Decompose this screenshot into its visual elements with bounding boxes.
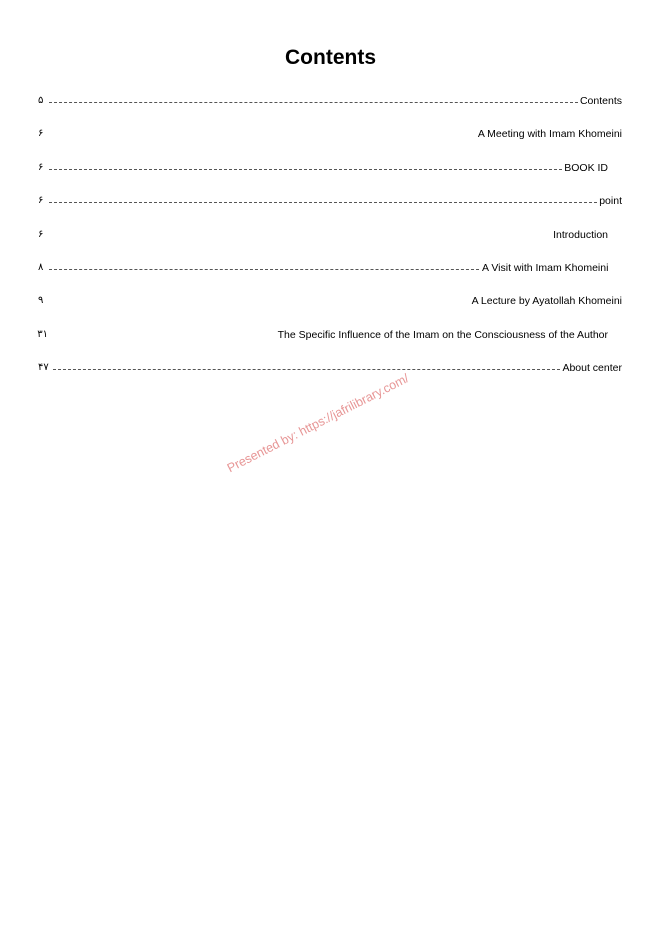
- toc-entry[interactable]: [38, 93, 622, 126]
- watermark-text: Presented by: https://jafrilibrary.com/: [224, 371, 412, 476]
- toc-entry[interactable]: [38, 360, 622, 393]
- toc-entry-label: A Meeting with Imam Khomeini: [477, 128, 622, 141]
- toc-entry[interactable]: [38, 126, 622, 159]
- toc-entry[interactable]: [38, 193, 622, 226]
- toc-leader: [49, 93, 578, 103]
- toc-entry-label: A Lecture by Ayatollah Khomeini: [471, 295, 622, 308]
- toc-entry[interactable]: [38, 160, 622, 193]
- toc-entry-label: A Visit with Imam Khomeini: [482, 261, 609, 274]
- toc-page-number: ۳۱: [37, 328, 48, 340]
- toc-entry-label: BOOK ID: [564, 161, 608, 174]
- toc-entry[interactable]: [38, 327, 622, 360]
- toc-spacer: [49, 126, 476, 135]
- toc-page-number: ۸: [38, 261, 44, 273]
- toc-leader: [49, 193, 597, 203]
- page-title: Contents: [285, 46, 376, 69]
- toc-leader: [53, 360, 560, 370]
- toc-page-number: ۶: [38, 128, 44, 140]
- toc-leader: [49, 260, 479, 270]
- table-of-contents: [38, 93, 622, 394]
- toc-entry-label: Contents: [579, 95, 622, 107]
- toc-spacer: [49, 293, 470, 302]
- toc-spacer: [49, 327, 276, 336]
- toc-entry[interactable]: [38, 293, 622, 326]
- toc-page-number: ۶: [38, 161, 44, 173]
- toc-page-number: ۶: [38, 228, 44, 240]
- toc-entry[interactable]: [38, 260, 622, 293]
- toc-entry-label: About center: [562, 362, 622, 375]
- toc-entry-label: Introduction: [553, 228, 608, 241]
- toc-entry[interactable]: [38, 227, 622, 260]
- toc-entry-label: The Specific Influence of the Imam on the Consciousness of the Author: [277, 328, 608, 341]
- toc-page-number: ۹: [38, 295, 44, 307]
- toc-page-number: ۴۷: [38, 362, 49, 374]
- toc-page-number: ۵: [38, 95, 44, 106]
- toc-page-number: ۶: [38, 195, 44, 207]
- toc-entry-label: point: [599, 195, 622, 208]
- toc-spacer: [49, 227, 551, 236]
- toc-leader: [49, 160, 562, 170]
